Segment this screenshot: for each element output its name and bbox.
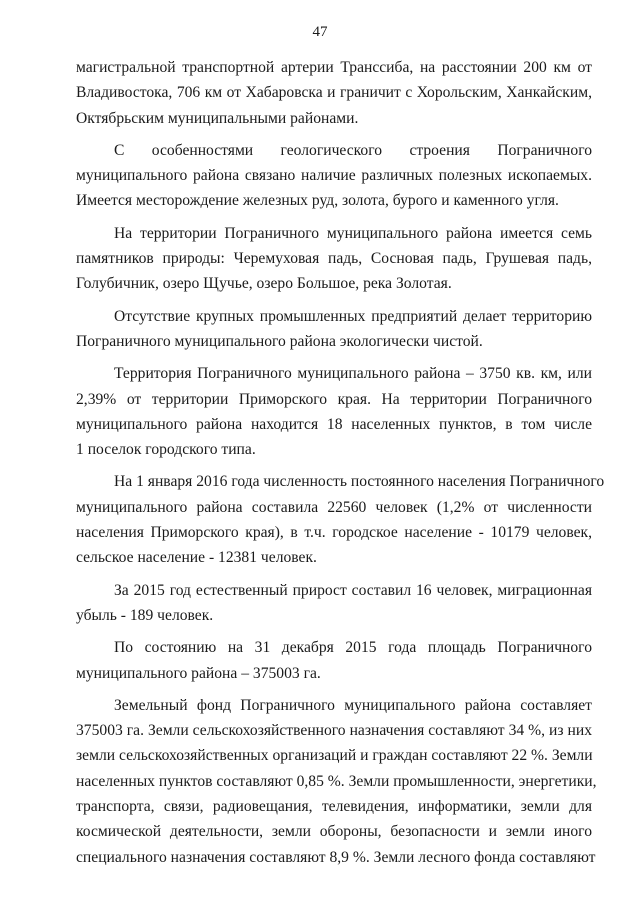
paragraph-gap — [76, 462, 592, 469]
paragraph-gap — [76, 686, 592, 693]
text-line: магистральной транспортной артерии Транссиба, на расстоянии 200 км от — [76, 59, 592, 76]
text-line: По состоянию на 31 декабря 2015 года площадь Пограничного — [114, 639, 592, 657]
text-line: 1 поселок городского типа. — [76, 441, 256, 459]
text-line: На 1 января 2016 года численность постоянного населения Пограничного — [114, 473, 605, 491]
paragraph-gap — [76, 131, 592, 138]
text-line: специального назначения составляют 8,9 %. Земли лесного фонда составляют — [76, 848, 596, 866]
text-line: 2,39% от территории Приморского края. На территории Пограничного — [76, 390, 592, 408]
text-line: Владивостока, 706 км от Хабаровска и граничит с Хорольским, Ханкайским, — [76, 84, 592, 102]
text-line: Имеется месторождение железных руд, золота, бурого и каменного угля. — [76, 192, 559, 210]
text-line: С особенностями геологического строения Пограничного — [114, 141, 592, 159]
text-line: транспорта, связи, радиовещания, телевидения, информатики, земли для — [76, 798, 592, 816]
text-line: муниципального района составила 22560 человек (1,2% от численности — [76, 498, 592, 516]
text-line: убыль - 189 человек. — [76, 606, 214, 624]
text-line: Голубичник, озеро Щучье, озеро Большое, река Золотая. — [76, 275, 452, 293]
text-line: муниципального района находится 18 населенных пунктов, в том числе — [76, 415, 592, 433]
text-line: муниципального района связано наличие различных полезных ископаемых. — [76, 167, 592, 185]
text-line: сельское население - 12381 человек. — [76, 549, 317, 567]
paragraph-gap — [76, 354, 592, 361]
text-line: муниципального района – 375003 га. — [76, 664, 321, 682]
text-line: На территории Пограничного муниципального района имеется семь — [114, 224, 592, 242]
paragraph-gap — [76, 628, 592, 635]
page-number: 47 — [312, 24, 328, 40]
body-text — [76, 55, 605, 870]
text-line: населения Приморского края), в т.ч. городское население - 10179 человек, — [76, 524, 592, 542]
paragraph-gap — [76, 214, 592, 221]
text-line: Земельный фонд Пограничного муниципального района составляет — [114, 696, 592, 714]
text-line: 375003 га. Земли сельскохозяйственного назначения составляют 34 %, из них — [76, 722, 592, 740]
text-line: Пограничного муниципального района экологически чистой. — [76, 332, 483, 350]
text-line: космической деятельности, земли обороны, безопасности и земли иного — [76, 823, 592, 841]
text-line: памятников природы: Черемуховая падь, Сосновая падь, Грушевая падь, — [76, 250, 592, 268]
text-line: Территория Пограничного муниципального района – 3750 кв. км, или — [114, 365, 592, 383]
text-line: населенных пунктов составляют 0,85 %. Земли промышленности, энергетики, — [76, 772, 597, 790]
text-line: Отсутствие крупных промышленных предприятий делает территорию — [114, 307, 592, 325]
text-line: Октябрьским муниципальными районами. — [76, 109, 359, 127]
text-line: земли сельскохозяйственных организаций и граждан составляют 22 %. Земли — [76, 747, 593, 765]
text-line: За 2015 год естественный прирост составил 16 человек, миграционная — [114, 581, 592, 599]
paragraph-gap — [76, 297, 592, 304]
paragraph-gap — [76, 571, 592, 578]
